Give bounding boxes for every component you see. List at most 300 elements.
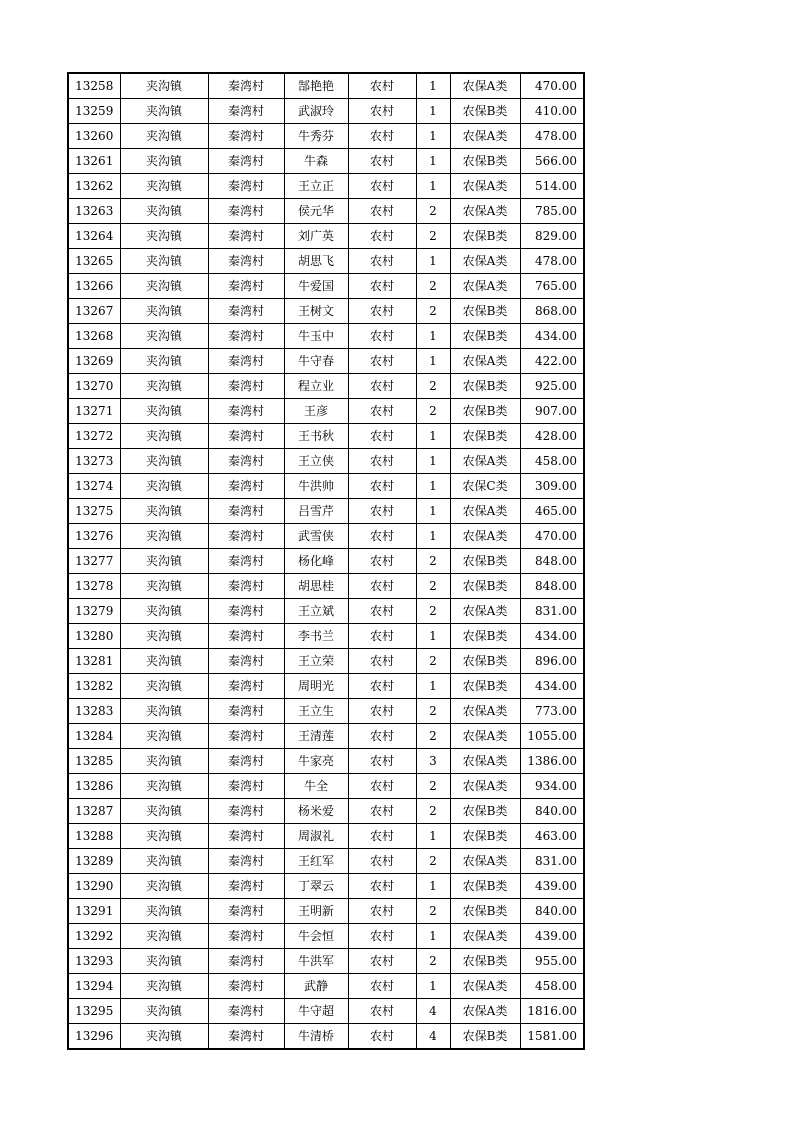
village-cell: 秦湾村 xyxy=(208,249,284,274)
category-cell: 农保B类 xyxy=(450,299,520,324)
category-cell: 农保B类 xyxy=(450,99,520,124)
record-id-cell: 13282 xyxy=(68,674,120,699)
town-cell: 夹沟镇 xyxy=(120,774,208,799)
table-row xyxy=(68,774,584,799)
town-cell: 夹沟镇 xyxy=(120,649,208,674)
record-id-cell: 13296 xyxy=(68,1024,120,1050)
record-id-cell: 13294 xyxy=(68,974,120,999)
village-cell: 秦湾村 xyxy=(208,899,284,924)
table-row xyxy=(68,174,584,199)
amount-cell: 1386.00 xyxy=(520,749,584,774)
type-cell: 农村 xyxy=(348,499,416,524)
category-cell: 农保B类 xyxy=(450,399,520,424)
village-cell: 秦湾村 xyxy=(208,224,284,249)
town-cell: 夹沟镇 xyxy=(120,124,208,149)
amount-cell: 840.00 xyxy=(520,899,584,924)
record-id-cell: 13289 xyxy=(68,849,120,874)
town-cell: 夹沟镇 xyxy=(120,574,208,599)
table-row xyxy=(68,299,584,324)
name-cell: 刘广英 xyxy=(284,224,348,249)
count-cell: 1 xyxy=(416,99,450,124)
name-cell: 牛森 xyxy=(284,149,348,174)
category-cell: 农保B类 xyxy=(450,874,520,899)
type-cell: 农村 xyxy=(348,1024,416,1050)
amount-cell: 848.00 xyxy=(520,549,584,574)
amount-cell: 868.00 xyxy=(520,299,584,324)
category-cell: 农保B类 xyxy=(450,549,520,574)
name-cell: 牛秀芬 xyxy=(284,124,348,149)
type-cell: 农村 xyxy=(348,374,416,399)
name-cell: 牛清桥 xyxy=(284,1024,348,1050)
town-cell: 夹沟镇 xyxy=(120,199,208,224)
amount-cell: 1816.00 xyxy=(520,999,584,1024)
village-cell: 秦湾村 xyxy=(208,424,284,449)
name-cell: 牛守春 xyxy=(284,349,348,374)
town-cell: 夹沟镇 xyxy=(120,724,208,749)
record-id-cell: 13271 xyxy=(68,399,120,424)
type-cell: 农村 xyxy=(348,799,416,824)
village-cell: 秦湾村 xyxy=(208,599,284,624)
amount-cell: 934.00 xyxy=(520,774,584,799)
table-row xyxy=(68,599,584,624)
table-row xyxy=(68,224,584,249)
amount-cell: 848.00 xyxy=(520,574,584,599)
name-cell: 王立正 xyxy=(284,174,348,199)
amount-cell: 463.00 xyxy=(520,824,584,849)
table-row xyxy=(68,124,584,149)
town-cell: 夹沟镇 xyxy=(120,1024,208,1050)
name-cell: 王红军 xyxy=(284,849,348,874)
count-cell: 2 xyxy=(416,699,450,724)
amount-cell: 831.00 xyxy=(520,849,584,874)
town-cell: 夹沟镇 xyxy=(120,99,208,124)
type-cell: 农村 xyxy=(348,124,416,149)
type-cell: 农村 xyxy=(348,874,416,899)
type-cell: 农村 xyxy=(348,949,416,974)
table-row xyxy=(68,474,584,499)
village-cell: 秦湾村 xyxy=(208,374,284,399)
count-cell: 2 xyxy=(416,849,450,874)
name-cell: 王清莲 xyxy=(284,724,348,749)
category-cell: 农保B类 xyxy=(450,624,520,649)
table-row xyxy=(68,199,584,224)
record-id-cell: 13280 xyxy=(68,624,120,649)
village-cell: 秦湾村 xyxy=(208,874,284,899)
town-cell: 夹沟镇 xyxy=(120,974,208,999)
record-id-cell: 13265 xyxy=(68,249,120,274)
amount-cell: 434.00 xyxy=(520,674,584,699)
village-cell: 秦湾村 xyxy=(208,1024,284,1050)
amount-cell: 422.00 xyxy=(520,349,584,374)
count-cell: 1 xyxy=(416,449,450,474)
village-cell: 秦湾村 xyxy=(208,824,284,849)
town-cell: 夹沟镇 xyxy=(120,324,208,349)
amount-cell: 566.00 xyxy=(520,149,584,174)
type-cell: 农村 xyxy=(348,574,416,599)
town-cell: 夹沟镇 xyxy=(120,73,208,99)
village-cell: 秦湾村 xyxy=(208,449,284,474)
name-cell: 牛玉中 xyxy=(284,324,348,349)
town-cell: 夹沟镇 xyxy=(120,599,208,624)
type-cell: 农村 xyxy=(348,99,416,124)
type-cell: 农村 xyxy=(348,274,416,299)
category-cell: 农保B类 xyxy=(450,799,520,824)
table-row xyxy=(68,899,584,924)
table-row xyxy=(68,1024,584,1050)
amount-cell: 1055.00 xyxy=(520,724,584,749)
count-cell: 1 xyxy=(416,824,450,849)
name-cell: 王立荣 xyxy=(284,649,348,674)
amount-cell: 514.00 xyxy=(520,174,584,199)
amount-cell: 907.00 xyxy=(520,399,584,424)
name-cell: 丁翠云 xyxy=(284,874,348,899)
type-cell: 农村 xyxy=(348,599,416,624)
count-cell: 1 xyxy=(416,474,450,499)
category-cell: 农保A类 xyxy=(450,499,520,524)
town-cell: 夹沟镇 xyxy=(120,699,208,724)
record-id-cell: 13277 xyxy=(68,549,120,574)
category-cell: 农保A类 xyxy=(450,774,520,799)
amount-cell: 765.00 xyxy=(520,274,584,299)
record-id-cell: 13291 xyxy=(68,899,120,924)
table-row xyxy=(68,99,584,124)
type-cell: 农村 xyxy=(348,174,416,199)
village-cell: 秦湾村 xyxy=(208,499,284,524)
count-cell: 1 xyxy=(416,349,450,374)
type-cell: 农村 xyxy=(348,449,416,474)
table-row xyxy=(68,924,584,949)
count-cell: 1 xyxy=(416,124,450,149)
village-cell: 秦湾村 xyxy=(208,324,284,349)
amount-cell: 410.00 xyxy=(520,99,584,124)
town-cell: 夹沟镇 xyxy=(120,224,208,249)
amount-cell: 955.00 xyxy=(520,949,584,974)
name-cell: 王立侠 xyxy=(284,449,348,474)
village-cell: 秦湾村 xyxy=(208,624,284,649)
record-id-cell: 13261 xyxy=(68,149,120,174)
name-cell: 侯元华 xyxy=(284,199,348,224)
category-cell: 农保B类 xyxy=(450,949,520,974)
category-cell: 农保A类 xyxy=(450,199,520,224)
village-cell: 秦湾村 xyxy=(208,774,284,799)
table-row xyxy=(68,449,584,474)
count-cell: 1 xyxy=(416,149,450,174)
record-id-cell: 13260 xyxy=(68,124,120,149)
town-cell: 夹沟镇 xyxy=(120,499,208,524)
amount-cell: 478.00 xyxy=(520,124,584,149)
village-cell: 秦湾村 xyxy=(208,574,284,599)
count-cell: 1 xyxy=(416,174,450,199)
category-cell: 农保B类 xyxy=(450,374,520,399)
record-id-cell: 13276 xyxy=(68,524,120,549)
record-id-cell: 13284 xyxy=(68,724,120,749)
table-body xyxy=(68,73,584,1049)
name-cell: 程立业 xyxy=(284,374,348,399)
amount-cell: 831.00 xyxy=(520,599,584,624)
table-row xyxy=(68,849,584,874)
table-row xyxy=(68,749,584,774)
amount-cell: 458.00 xyxy=(520,449,584,474)
name-cell: 牛洪帅 xyxy=(284,474,348,499)
record-id-cell: 13273 xyxy=(68,449,120,474)
village-cell: 秦湾村 xyxy=(208,349,284,374)
table-row xyxy=(68,349,584,374)
name-cell: 武雪侠 xyxy=(284,524,348,549)
village-cell: 秦湾村 xyxy=(208,849,284,874)
type-cell: 农村 xyxy=(348,199,416,224)
type-cell: 农村 xyxy=(348,624,416,649)
name-cell: 牛家亮 xyxy=(284,749,348,774)
table-row xyxy=(68,374,584,399)
village-cell: 秦湾村 xyxy=(208,999,284,1024)
town-cell: 夹沟镇 xyxy=(120,624,208,649)
type-cell: 农村 xyxy=(348,924,416,949)
town-cell: 夹沟镇 xyxy=(120,949,208,974)
count-cell: 2 xyxy=(416,549,450,574)
record-id-cell: 13266 xyxy=(68,274,120,299)
village-cell: 秦湾村 xyxy=(208,799,284,824)
category-cell: 农保B类 xyxy=(450,424,520,449)
table-row xyxy=(68,73,584,99)
category-cell: 农保A类 xyxy=(450,924,520,949)
record-id-cell: 13290 xyxy=(68,874,120,899)
name-cell: 牛全 xyxy=(284,774,348,799)
record-id-cell: 13292 xyxy=(68,924,120,949)
count-cell: 2 xyxy=(416,649,450,674)
name-cell: 李书兰 xyxy=(284,624,348,649)
type-cell: 农村 xyxy=(348,674,416,699)
count-cell: 2 xyxy=(416,224,450,249)
table-row xyxy=(68,399,584,424)
town-cell: 夹沟镇 xyxy=(120,899,208,924)
village-cell: 秦湾村 xyxy=(208,174,284,199)
count-cell: 4 xyxy=(416,999,450,1024)
type-cell: 农村 xyxy=(348,999,416,1024)
village-cell: 秦湾村 xyxy=(208,524,284,549)
count-cell: 2 xyxy=(416,774,450,799)
record-id-cell: 13278 xyxy=(68,574,120,599)
village-cell: 秦湾村 xyxy=(208,149,284,174)
village-cell: 秦湾村 xyxy=(208,949,284,974)
count-cell: 1 xyxy=(416,424,450,449)
category-cell: 农保B类 xyxy=(450,824,520,849)
name-cell: 郜艳艳 xyxy=(284,73,348,99)
amount-cell: 434.00 xyxy=(520,324,584,349)
amount-cell: 896.00 xyxy=(520,649,584,674)
type-cell: 农村 xyxy=(348,424,416,449)
category-cell: 农保A类 xyxy=(450,999,520,1024)
village-cell: 秦湾村 xyxy=(208,73,284,99)
count-cell: 1 xyxy=(416,524,450,549)
amount-cell: 925.00 xyxy=(520,374,584,399)
table-row xyxy=(68,324,584,349)
category-cell: 农保A类 xyxy=(450,174,520,199)
record-id-cell: 13283 xyxy=(68,699,120,724)
count-cell: 1 xyxy=(416,674,450,699)
name-cell: 王明新 xyxy=(284,899,348,924)
count-cell: 2 xyxy=(416,374,450,399)
category-cell: 农保B类 xyxy=(450,899,520,924)
amount-cell: 478.00 xyxy=(520,249,584,274)
type-cell: 农村 xyxy=(348,399,416,424)
table-row xyxy=(68,249,584,274)
village-cell: 秦湾村 xyxy=(208,124,284,149)
town-cell: 夹沟镇 xyxy=(120,424,208,449)
type-cell: 农村 xyxy=(348,649,416,674)
type-cell: 农村 xyxy=(348,724,416,749)
town-cell: 夹沟镇 xyxy=(120,799,208,824)
village-cell: 秦湾村 xyxy=(208,749,284,774)
category-cell: 农保B类 xyxy=(450,649,520,674)
category-cell: 农保B类 xyxy=(450,674,520,699)
category-cell: 农保A类 xyxy=(450,449,520,474)
type-cell: 农村 xyxy=(348,474,416,499)
town-cell: 夹沟镇 xyxy=(120,874,208,899)
type-cell: 农村 xyxy=(348,974,416,999)
village-cell: 秦湾村 xyxy=(208,474,284,499)
category-cell: 农保A类 xyxy=(450,524,520,549)
village-cell: 秦湾村 xyxy=(208,924,284,949)
category-cell: 农保B类 xyxy=(450,574,520,599)
town-cell: 夹沟镇 xyxy=(120,474,208,499)
record-id-cell: 13293 xyxy=(68,949,120,974)
name-cell: 王树文 xyxy=(284,299,348,324)
name-cell: 武淑玲 xyxy=(284,99,348,124)
record-id-cell: 13270 xyxy=(68,374,120,399)
name-cell: 王立生 xyxy=(284,699,348,724)
category-cell: 农保B类 xyxy=(450,324,520,349)
record-id-cell: 13263 xyxy=(68,199,120,224)
count-cell: 1 xyxy=(416,73,450,99)
table-row xyxy=(68,974,584,999)
count-cell: 4 xyxy=(416,1024,450,1050)
record-id-cell: 13288 xyxy=(68,824,120,849)
name-cell: 周明光 xyxy=(284,674,348,699)
amount-cell: 470.00 xyxy=(520,73,584,99)
record-id-cell: 13287 xyxy=(68,799,120,824)
name-cell: 杨米爱 xyxy=(284,799,348,824)
category-cell: 农保B类 xyxy=(450,149,520,174)
name-cell: 胡思桂 xyxy=(284,574,348,599)
amount-cell: 840.00 xyxy=(520,799,584,824)
type-cell: 农村 xyxy=(348,749,416,774)
category-cell: 农保A类 xyxy=(450,749,520,774)
type-cell: 农村 xyxy=(348,849,416,874)
count-cell: 2 xyxy=(416,399,450,424)
village-cell: 秦湾村 xyxy=(208,974,284,999)
name-cell: 牛守超 xyxy=(284,999,348,1024)
category-cell: 农保A类 xyxy=(450,124,520,149)
record-id-cell: 13272 xyxy=(68,424,120,449)
type-cell: 农村 xyxy=(348,524,416,549)
town-cell: 夹沟镇 xyxy=(120,174,208,199)
village-cell: 秦湾村 xyxy=(208,724,284,749)
village-cell: 秦湾村 xyxy=(208,99,284,124)
count-cell: 2 xyxy=(416,799,450,824)
village-cell: 秦湾村 xyxy=(208,649,284,674)
category-cell: 农保A类 xyxy=(450,974,520,999)
town-cell: 夹沟镇 xyxy=(120,249,208,274)
amount-cell: 465.00 xyxy=(520,499,584,524)
count-cell: 1 xyxy=(416,924,450,949)
town-cell: 夹沟镇 xyxy=(120,349,208,374)
town-cell: 夹沟镇 xyxy=(120,524,208,549)
name-cell: 王立斌 xyxy=(284,599,348,624)
data-table xyxy=(67,72,585,1050)
table-row xyxy=(68,799,584,824)
record-id-cell: 13267 xyxy=(68,299,120,324)
name-cell: 牛会恒 xyxy=(284,924,348,949)
village-cell: 秦湾村 xyxy=(208,699,284,724)
count-cell: 1 xyxy=(416,624,450,649)
type-cell: 农村 xyxy=(348,324,416,349)
table-row xyxy=(68,524,584,549)
type-cell: 农村 xyxy=(348,699,416,724)
amount-cell: 434.00 xyxy=(520,624,584,649)
town-cell: 夹沟镇 xyxy=(120,449,208,474)
name-cell: 武静 xyxy=(284,974,348,999)
town-cell: 夹沟镇 xyxy=(120,924,208,949)
count-cell: 2 xyxy=(416,574,450,599)
table-row xyxy=(68,624,584,649)
type-cell: 农村 xyxy=(348,249,416,274)
record-id-cell: 13258 xyxy=(68,73,120,99)
village-cell: 秦湾村 xyxy=(208,549,284,574)
name-cell: 周淑礼 xyxy=(284,824,348,849)
table-row xyxy=(68,574,584,599)
count-cell: 1 xyxy=(416,324,450,349)
type-cell: 农村 xyxy=(348,899,416,924)
table-row xyxy=(68,874,584,899)
name-cell: 王彦 xyxy=(284,399,348,424)
category-cell: 农保A类 xyxy=(450,73,520,99)
type-cell: 农村 xyxy=(348,824,416,849)
table-row xyxy=(68,674,584,699)
town-cell: 夹沟镇 xyxy=(120,999,208,1024)
town-cell: 夹沟镇 xyxy=(120,849,208,874)
table-row xyxy=(68,949,584,974)
village-cell: 秦湾村 xyxy=(208,199,284,224)
count-cell: 2 xyxy=(416,299,450,324)
category-cell: 农保B类 xyxy=(450,224,520,249)
name-cell: 王书秋 xyxy=(284,424,348,449)
type-cell: 农村 xyxy=(348,149,416,174)
record-id-cell: 13262 xyxy=(68,174,120,199)
count-cell: 3 xyxy=(416,749,450,774)
record-id-cell: 13281 xyxy=(68,649,120,674)
amount-cell: 1581.00 xyxy=(520,1024,584,1050)
table-row xyxy=(68,724,584,749)
table-row xyxy=(68,274,584,299)
town-cell: 夹沟镇 xyxy=(120,824,208,849)
town-cell: 夹沟镇 xyxy=(120,749,208,774)
category-cell: 农保A类 xyxy=(450,599,520,624)
type-cell: 农村 xyxy=(348,349,416,374)
count-cell: 2 xyxy=(416,274,450,299)
category-cell: 农保A类 xyxy=(450,249,520,274)
count-cell: 1 xyxy=(416,499,450,524)
count-cell: 1 xyxy=(416,249,450,274)
name-cell: 吕雪芹 xyxy=(284,499,348,524)
record-id-cell: 13286 xyxy=(68,774,120,799)
count-cell: 2 xyxy=(416,899,450,924)
town-cell: 夹沟镇 xyxy=(120,149,208,174)
name-cell: 胡思飞 xyxy=(284,249,348,274)
name-cell: 牛爱国 xyxy=(284,274,348,299)
table-row xyxy=(68,499,584,524)
count-cell: 2 xyxy=(416,724,450,749)
table-row xyxy=(68,424,584,449)
